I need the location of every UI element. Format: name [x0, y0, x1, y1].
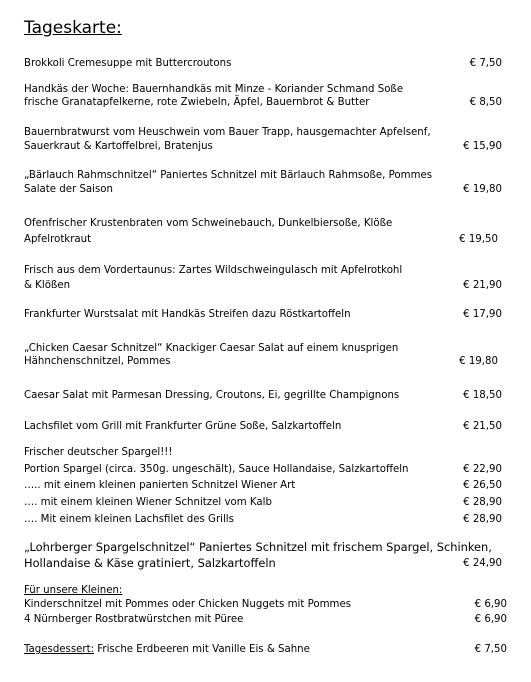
price: € 21,90 [463, 280, 502, 291]
menu-line: Hollandaise & Käse gratiniert, Salzkartoffeln [24, 556, 276, 570]
menu-line: Apfelrotkraut [24, 234, 92, 245]
price: € 28,90 [463, 497, 502, 508]
kids-heading: Für unsere Kleinen: [24, 585, 123, 596]
menu-line: & Klößen [24, 280, 71, 291]
dessert-line [24, 643, 310, 656]
menu-line: „Lohrberger Spargelschnitzel“ Paniertes Schnitzel mit frischem Spargel, Schinken, [24, 540, 492, 554]
menu-line: …. Mit einem kleinen Lachsfilet des Grills [24, 514, 234, 525]
price: € 7,50 [474, 644, 507, 655]
price: € 8,50 [469, 97, 502, 108]
price: € 6,90 [474, 599, 507, 610]
price: € 22,90 [463, 464, 502, 475]
menu-line: …. mit einem kleinen Wiener Schnitzel vom Kalb [24, 497, 272, 508]
menu-line: Salate der Saison [24, 184, 113, 195]
menu-line: 4 Nürnberger Rostbratwürstchen mit Püree [24, 614, 244, 625]
dessert-label: Tagesdessert: [24, 644, 95, 655]
menu-line: Portion Spargel (circa. 350g. ungeschält), Sauce Hollandaise, Salzkartoffeln [24, 464, 409, 475]
menu-line: Frisch aus dem Vordertaunus: Zartes Wildschweingulasch mit Apfelrotkohl [24, 265, 403, 276]
menu-line: Caesar Salat mit Parmesan Dressing, Croutons, Ei, gegrillte Champignons [24, 390, 400, 401]
menu-line: „Chicken Caesar Schnitzel“ Knackiger Caesar Salat auf einem knusprigen [24, 343, 399, 354]
price: € 17,90 [463, 309, 502, 320]
price: € 19,80 [463, 184, 502, 195]
price: € 19,50 [459, 234, 498, 245]
menu-line: Brokkoli Cremesuppe mit Buttercroutons [24, 58, 232, 69]
menu-line: ….. mit einem kleinen panierten Schnitzel Wiener Art [24, 480, 296, 491]
menu-line: Frischer deutscher Spargel!!! [24, 447, 173, 458]
price: € 18,50 [463, 390, 502, 401]
price: € 15,90 [463, 141, 502, 152]
menu-line: Lachsfilet vom Grill mit Frankfurter Grüne Soße, Salzkartoffeln [24, 421, 342, 432]
menu-title: Tageskarte: [24, 18, 122, 38]
menu-line: frische Granatapfelkerne, rote Zwiebeln, Äpfel, Bauernbrot & Butter [24, 97, 370, 108]
price: € 19,80 [459, 356, 498, 367]
price: € 6,90 [474, 614, 507, 625]
menu-line: Bauernbratwurst vom Heuschwein vom Bauer Trapp, hausgemachter Apfelsenf, [24, 127, 431, 138]
dessert-text: Frische Erdbeeren mit Vanille Eis & Sahne [94, 644, 310, 655]
menu-line: „Bärlauch Rahmschnitzel“ Paniertes Schnitzel mit Bärlauch Rahmsoße, Pommes [24, 170, 433, 181]
menu-line: Ofenfrischer Krustenbraten vom Schweinebauch, Dunkelbiersoße, Klöße [24, 218, 393, 229]
price: € 26,50 [463, 480, 502, 491]
price: € 7,50 [469, 58, 502, 69]
menu-line: Frankfurter Wurstsalat mit Handkäs Streifen dazu Röstkartoffeln [24, 309, 351, 320]
menu-line: Hähnchenschnitzel, Pommes [24, 356, 171, 367]
price: € 28,90 [463, 514, 502, 525]
price: € 21,50 [463, 421, 502, 432]
menu-line: Handkäs der Woche: Bauernhandkäs mit Minze - Koriander Schmand Soße [24, 84, 404, 95]
menu-line: Kinderschnitzel mit Pommes oder Chicken Nuggets mit Pommes [24, 599, 352, 610]
menu-line: Sauerkraut & Kartoffelbrei, Bratenjus [24, 141, 213, 152]
price: € 24,90 [463, 558, 502, 569]
